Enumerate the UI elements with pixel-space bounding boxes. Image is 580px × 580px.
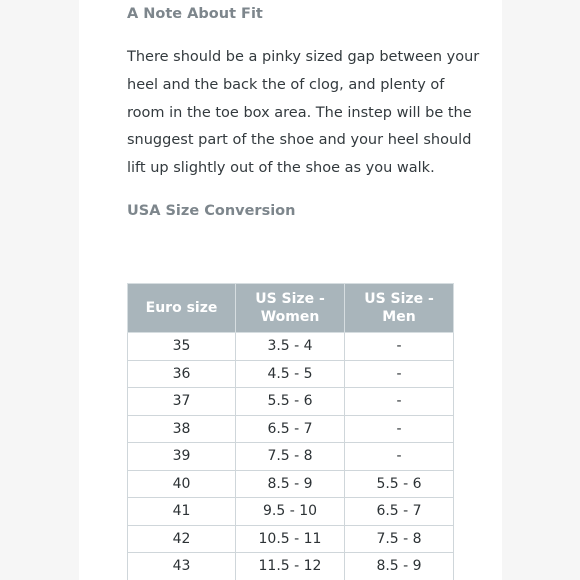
table-row [128, 525, 454, 553]
euro-size-cell: 35 [128, 333, 236, 361]
us-women-cell: 11.5 - 12 [236, 553, 345, 580]
table-row [128, 388, 454, 416]
table-row [128, 360, 454, 388]
table-row [128, 333, 454, 361]
column-header-us-women: US Size - Women [236, 284, 345, 333]
euro-size-cell: 38 [128, 415, 236, 443]
fit-paragraph-line: snuggest part of the shoe and your heel should [127, 132, 472, 149]
fit-paragraph [127, 44, 480, 183]
euro-size-cell: 40 [128, 470, 236, 498]
euro-size-cell: 42 [128, 525, 236, 553]
table-row [128, 470, 454, 498]
table-header-row [128, 284, 454, 333]
us-men-cell: 8.5 - 9 [345, 553, 454, 580]
euro-size-cell: 43 [128, 553, 236, 580]
us-women-cell: 8.5 - 9 [236, 470, 345, 498]
fit-paragraph-line: heel and the back the of clog, and plenty of [127, 76, 445, 93]
us-men-cell: 7.5 - 8 [345, 525, 454, 553]
us-men-cell: - [345, 415, 454, 443]
euro-size-cell: 37 [128, 388, 236, 416]
fit-heading: A Note About Fit [127, 6, 263, 22]
table-row [128, 443, 454, 471]
table-row [128, 498, 454, 526]
table-row [128, 553, 454, 580]
us-men-cell: - [345, 388, 454, 416]
us-men-cell: - [345, 360, 454, 388]
us-women-cell: 5.5 - 6 [236, 388, 345, 416]
column-header-us-men: US Size - Men [345, 284, 454, 333]
fit-paragraph-line: room in the toe box area. The instep will be the [127, 104, 472, 121]
size-conversion-table [127, 283, 454, 580]
conversion-heading: USA Size Conversion [127, 203, 296, 219]
us-women-cell: 3.5 - 4 [236, 333, 345, 361]
fit-paragraph-line: lift up slightly out of the shoe as you walk. [127, 160, 435, 177]
euro-size-cell: 39 [128, 443, 236, 471]
column-header-euro: Euro size [128, 284, 236, 333]
us-women-cell: 10.5 - 11 [236, 525, 345, 553]
us-men-cell: 6.5 - 7 [345, 498, 454, 526]
fit-paragraph-line: There should be a pinky sized gap between your [127, 49, 480, 65]
us-women-cell: 4.5 - 5 [236, 360, 345, 388]
us-women-cell: 6.5 - 7 [236, 415, 345, 443]
right-margin-panel [502, 0, 580, 580]
table-body [128, 333, 454, 580]
table-row [128, 415, 454, 443]
us-men-cell: - [345, 333, 454, 361]
euro-size-cell: 36 [128, 360, 236, 388]
left-margin-panel [0, 0, 79, 580]
us-women-cell: 7.5 - 8 [236, 443, 345, 471]
us-men-cell: 5.5 - 6 [345, 470, 454, 498]
us-men-cell: - [345, 443, 454, 471]
us-women-cell: 9.5 - 10 [236, 498, 345, 526]
euro-size-cell: 41 [128, 498, 236, 526]
